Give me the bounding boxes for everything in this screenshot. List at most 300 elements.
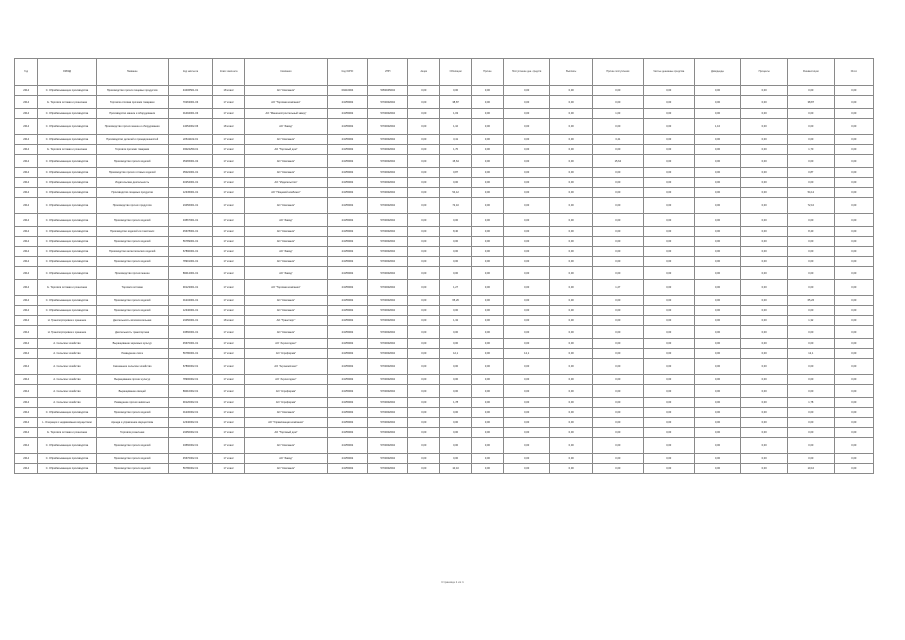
table-cell: 24155002 bbox=[327, 96, 367, 109]
table-cell: АО "Компания" bbox=[245, 296, 328, 306]
table-cell: 0,00 bbox=[694, 237, 741, 247]
table-cell: 2014 bbox=[15, 135, 38, 145]
table-cell: 0,00 bbox=[550, 214, 592, 227]
table-cell: 0,00 bbox=[787, 359, 834, 375]
table-cell: Производство металлических изделий bbox=[96, 247, 168, 257]
table-cell: 0,00 bbox=[741, 316, 788, 326]
table-cell: АО "Агрофирма" bbox=[245, 398, 328, 408]
table-cell: 33022259-01 bbox=[168, 145, 213, 155]
table-cell: 5703002094 bbox=[368, 109, 408, 119]
table-cell: 0,00 bbox=[787, 428, 834, 438]
table-cell: 0,00 bbox=[472, 408, 504, 418]
table-cell: 0,00 bbox=[503, 339, 550, 349]
table-cell: 1,70 bbox=[787, 145, 834, 155]
table-cell: Производство прочих пищевых продуктов bbox=[96, 86, 168, 96]
table-cell: 5703002094 bbox=[368, 375, 408, 385]
table-cell: 0,00 bbox=[472, 145, 504, 155]
table-cell: 2014 bbox=[15, 237, 38, 247]
table-cell: 0,00 bbox=[834, 316, 873, 326]
table-cell: 0,00 bbox=[408, 280, 440, 296]
table-cell: 17 класс bbox=[213, 408, 245, 418]
table-cell: 0,00 bbox=[741, 237, 788, 247]
table-cell: H. Транспортировка и хранение bbox=[38, 326, 96, 339]
table-row bbox=[15, 454, 874, 464]
table-cell: 0,00 bbox=[643, 418, 694, 428]
table-cell: АО "Компания" bbox=[245, 326, 328, 339]
table-cell: АО "Агрохолдинг" bbox=[245, 339, 328, 349]
table-cell: 0,00 bbox=[550, 306, 592, 316]
table-cell: Производство прочих изделий bbox=[96, 214, 168, 227]
table-cell: 35265001-02 bbox=[168, 155, 213, 168]
table-cell: 0,00 bbox=[834, 296, 873, 306]
table-cell: 0,00 bbox=[503, 385, 550, 398]
table-cell: 1,10 bbox=[440, 119, 472, 135]
table-cell: 0,00 bbox=[643, 178, 694, 188]
table-cell: 0,00 bbox=[440, 257, 472, 267]
table-cell: С. Обрабатывающие производства bbox=[38, 306, 96, 316]
table-cell: 3,41 bbox=[592, 135, 643, 145]
table-cell: G. Торговля оптовая и розничная bbox=[38, 145, 96, 155]
table-cell: 0,00 bbox=[592, 418, 643, 428]
table-row bbox=[15, 326, 874, 339]
table-cell: 0,00 bbox=[834, 359, 873, 375]
table-cell: G. Торговля оптовая и розничная bbox=[38, 280, 96, 296]
table-cell: 0,00 bbox=[643, 155, 694, 168]
table-cell: 5703002094 bbox=[368, 306, 408, 316]
table-cell: 0,00 bbox=[694, 188, 741, 198]
table-cell: 5703002094 bbox=[368, 464, 408, 474]
table-cell: 0,00 bbox=[472, 385, 504, 398]
table-row bbox=[15, 339, 874, 349]
table-cell: 2014 bbox=[15, 86, 38, 96]
table-cell: 5703002094 bbox=[368, 454, 408, 464]
table-cell: Деятельность вспомогательная bbox=[96, 316, 168, 326]
table-cell: 14054002-06 bbox=[168, 119, 213, 135]
table-cell: 17 класс bbox=[213, 198, 245, 214]
table-cell: 0,00 bbox=[592, 316, 643, 326]
table-cell: 2014 bbox=[15, 428, 38, 438]
table-cell: 0,00 bbox=[592, 398, 643, 408]
table-cell: 17 класс bbox=[213, 359, 245, 375]
table-cell: АО "Агрокомплекс" bbox=[245, 359, 328, 375]
table-cell: 24155002 bbox=[327, 145, 367, 155]
table-row bbox=[15, 135, 874, 145]
table-cell: 78901001-01 bbox=[168, 257, 213, 267]
table-cell: 2014 bbox=[15, 198, 38, 214]
table-cell: 65,26 bbox=[787, 296, 834, 306]
table-cell: 0,00 bbox=[503, 96, 550, 109]
table-cell: 01230002-01 bbox=[168, 408, 213, 418]
table-cell: 0,00 bbox=[472, 119, 504, 135]
table-cell: 0,00 bbox=[741, 135, 788, 145]
table-cell: 0,00 bbox=[834, 168, 873, 178]
table-cell: 0,00 bbox=[834, 237, 873, 247]
table-cell: 0,00 bbox=[643, 227, 694, 237]
table-cell: 5703002094 bbox=[368, 316, 408, 326]
table-cell: 0,00 bbox=[834, 464, 873, 474]
table-cell: 0,00 bbox=[834, 178, 873, 188]
table-cell: 0,00 bbox=[408, 408, 440, 418]
table-cell: 0,00 bbox=[592, 96, 643, 109]
table-cell: 0,00 bbox=[440, 178, 472, 188]
table-cell: 22641102-01 bbox=[168, 135, 213, 145]
table-cell: 0,00 bbox=[741, 227, 788, 237]
table-cell: 0,00 bbox=[787, 339, 834, 349]
table-cell: 0,00 bbox=[694, 438, 741, 454]
table-cell: 0,00 bbox=[643, 296, 694, 306]
table-cell: АО "Агрохолдинг" bbox=[245, 375, 328, 385]
table-row bbox=[15, 316, 874, 326]
table-cell: 0,00 bbox=[643, 326, 694, 339]
table-cell: 38,87 bbox=[440, 96, 472, 109]
table-cell: 0,00 bbox=[550, 326, 592, 339]
table-cell: С. Обрабатывающие производства bbox=[38, 135, 96, 145]
table-cell: 3,41 bbox=[440, 135, 472, 145]
table-cell: 0,00 bbox=[694, 86, 741, 96]
table-row bbox=[15, 296, 874, 306]
table-cell: 17 класс bbox=[213, 296, 245, 306]
table-cell: 0,00 bbox=[592, 188, 643, 198]
table-cell: 0,00 bbox=[741, 267, 788, 280]
table-cell: 0,00 bbox=[643, 237, 694, 247]
table-cell: 0,00 bbox=[472, 96, 504, 109]
table-cell: 89012001-01 bbox=[168, 267, 213, 280]
table-cell: 0,00 bbox=[472, 247, 504, 257]
table-row bbox=[15, 349, 874, 359]
table-cell: 1,27 bbox=[440, 280, 472, 296]
table-cell: Производство пищевых продуктов bbox=[96, 188, 168, 198]
table-cell: 0,00 bbox=[643, 280, 694, 296]
table-cell: 0,00 bbox=[550, 339, 592, 349]
table-cell: Деятельность транспортная bbox=[96, 326, 168, 339]
table-cell: 17 класс bbox=[213, 464, 245, 474]
table-cell: 0,00 bbox=[472, 86, 504, 96]
table-cell: 0,00 bbox=[503, 227, 550, 237]
table-cell: 5703002094 bbox=[368, 145, 408, 155]
table-cell: 0,00 bbox=[834, 398, 873, 408]
table-cell: 0,00 bbox=[787, 326, 834, 339]
table-cell: 24155002 bbox=[327, 464, 367, 474]
table-cell: 0,00 bbox=[472, 214, 504, 227]
table-cell: 0,00 bbox=[408, 86, 440, 96]
table-cell: 0,00 bbox=[408, 267, 440, 280]
table-cell: 1,03 bbox=[592, 109, 643, 119]
table-cell: 0,00 bbox=[643, 359, 694, 375]
table-cell: 0,00 bbox=[408, 306, 440, 316]
table-cell: 0,00 bbox=[834, 145, 873, 155]
table-cell: 5703002094 bbox=[368, 428, 408, 438]
column-header: Акции bbox=[408, 59, 440, 86]
table-cell: 0,00 bbox=[408, 418, 440, 428]
table-cell: Издательская деятельность bbox=[96, 178, 168, 188]
table-cell: 5703002094 bbox=[368, 296, 408, 306]
table-cell: 0,00 bbox=[741, 247, 788, 257]
table-cell: 0,00 bbox=[787, 418, 834, 428]
table-cell: 0,00 bbox=[472, 280, 504, 296]
table-cell: 0,00 bbox=[440, 214, 472, 227]
table-cell: 5703002094 bbox=[368, 385, 408, 398]
table-cell: 17 класс bbox=[213, 398, 245, 408]
table-cell: 0,00 bbox=[741, 359, 788, 375]
table-cell: 17 класс bbox=[213, 145, 245, 155]
table-cell: 0,00 bbox=[592, 408, 643, 418]
table-cell: 0,00 bbox=[408, 257, 440, 267]
table-row bbox=[15, 375, 874, 385]
table-cell: 0,00 bbox=[694, 96, 741, 109]
table-cell: 56780001-01 bbox=[168, 349, 213, 359]
table-cell: С. Обрабатывающие производства bbox=[38, 178, 96, 188]
table-cell: 0,00 bbox=[834, 119, 873, 135]
table-cell: 24155002 bbox=[327, 135, 367, 145]
table-cell: 0,00 bbox=[787, 119, 834, 135]
table-cell: С. Обрабатывающие производства bbox=[38, 109, 96, 119]
table-cell: 34567001-01 bbox=[168, 214, 213, 227]
table-cell: 0,00 bbox=[503, 257, 550, 267]
table-cell: 1,78 bbox=[787, 398, 834, 408]
table-cell: 0,00 bbox=[472, 418, 504, 428]
table-cell: 0,00 bbox=[472, 375, 504, 385]
table-cell: Производство прочих изделий bbox=[96, 438, 168, 454]
table-cell: АО "Управляющая компания" bbox=[245, 418, 328, 428]
column-header: Код эмитента bbox=[168, 59, 213, 86]
table-cell: 0,00 bbox=[472, 326, 504, 339]
table-cell: АО "Компания" bbox=[245, 408, 328, 418]
table-cell: С. Обрабатывающие производства bbox=[38, 227, 96, 237]
table-cell: 24155002 bbox=[327, 119, 367, 135]
table-cell: 0,00 bbox=[834, 306, 873, 316]
table-cell: 5703002094 bbox=[368, 214, 408, 227]
table-cell: 0,00 bbox=[472, 155, 504, 168]
table-cell: 70263001-03 bbox=[168, 96, 213, 109]
table-cell: АО "Торговая компания" bbox=[245, 96, 328, 109]
table-cell: 0,00 bbox=[550, 454, 592, 464]
table-cell: 17 класс bbox=[213, 267, 245, 280]
table-cell: 0,00 bbox=[694, 339, 741, 349]
table-cell: 24155002 bbox=[327, 339, 367, 349]
table-row bbox=[15, 398, 874, 408]
table-cell: Производство машин и оборудования bbox=[96, 109, 168, 119]
table-cell: 0,00 bbox=[550, 385, 592, 398]
table-cell: 0,00 bbox=[503, 280, 550, 296]
table-row bbox=[15, 227, 874, 237]
table-cell: 0,00 bbox=[694, 168, 741, 178]
table-cell: 43406501-01 bbox=[168, 86, 213, 96]
table-cell: АО "Издательство" bbox=[245, 178, 328, 188]
table-cell: H. Транспортировка и хранение bbox=[38, 316, 96, 326]
table-cell: С. Обрабатывающие производства bbox=[38, 188, 96, 198]
table-cell: 0,00 bbox=[408, 454, 440, 464]
table-cell: 0,00 bbox=[503, 375, 550, 385]
table-cell: 24155002 bbox=[327, 280, 367, 296]
table-cell: 65,26 bbox=[440, 296, 472, 306]
table-cell: 0,00 bbox=[472, 178, 504, 188]
table-row bbox=[15, 155, 874, 168]
table-cell: 0,00 bbox=[408, 119, 440, 135]
table-cell: 0,00 bbox=[643, 349, 694, 359]
table-cell: 0,00 bbox=[592, 339, 643, 349]
table-cell: 0,00 bbox=[472, 398, 504, 408]
table-cell: 0,00 bbox=[472, 257, 504, 267]
table-cell: 2014 bbox=[15, 398, 38, 408]
table-cell: 8,40 bbox=[440, 227, 472, 237]
table-cell: 0,00 bbox=[834, 267, 873, 280]
table-cell: С. Обрабатывающие производства bbox=[38, 464, 96, 474]
table-cell: С. Обрабатывающие производства bbox=[38, 237, 96, 247]
table-cell: Выращивание зерновых культур bbox=[96, 339, 168, 349]
table-row bbox=[15, 257, 874, 267]
table-cell: 2014 bbox=[15, 267, 38, 280]
table-cell: 2014 bbox=[15, 145, 38, 155]
table-cell: 0,00 bbox=[440, 385, 472, 398]
table-cell: 0,00 bbox=[592, 237, 643, 247]
table-cell: 0,00 bbox=[408, 96, 440, 109]
table-row bbox=[15, 267, 874, 280]
table-cell: 0,00 bbox=[503, 247, 550, 257]
table-cell: 0,00 bbox=[550, 145, 592, 155]
table-body bbox=[15, 86, 874, 474]
column-header: Класс эмитента bbox=[213, 59, 245, 86]
table-cell: 0,00 bbox=[787, 86, 834, 96]
table-row bbox=[15, 237, 874, 247]
table-cell: 24155002 bbox=[327, 316, 367, 326]
table-cell: 17 класс bbox=[213, 178, 245, 188]
table-cell: 0,00 bbox=[741, 296, 788, 306]
table-cell: 0,00 bbox=[503, 198, 550, 214]
table-cell: 0,00 bbox=[741, 188, 788, 198]
table-cell: АО "Компания" bbox=[245, 464, 328, 474]
table-cell: 0,00 bbox=[741, 339, 788, 349]
table-cell: 0,00 bbox=[592, 296, 643, 306]
table-row bbox=[15, 96, 874, 109]
table-cell: 0,00 bbox=[472, 198, 504, 214]
table-cell: 0,00 bbox=[592, 454, 643, 464]
table-cell: G. Торговля оптовая и розничная bbox=[38, 428, 96, 438]
table-cell: С. Обрабатывающие производства bbox=[38, 267, 96, 280]
table-cell: 24155002 bbox=[327, 306, 367, 316]
table-cell: 54,12 bbox=[787, 188, 834, 198]
table-cell: АО "Торговый дом" bbox=[245, 145, 328, 155]
table-cell: 0,00 bbox=[834, 214, 873, 227]
table-cell: 23456001-01 bbox=[168, 198, 213, 214]
table-cell: 0,00 bbox=[694, 145, 741, 155]
table-cell: 5703002094 bbox=[368, 227, 408, 237]
table-cell: 0,00 bbox=[694, 454, 741, 464]
table-cell: 17 класс bbox=[213, 168, 245, 178]
table-cell: 0,00 bbox=[472, 237, 504, 247]
table-cell: 0,00 bbox=[472, 316, 504, 326]
table-cell: Торговля прочими товарами bbox=[96, 145, 168, 155]
table-cell: 0,00 bbox=[550, 438, 592, 454]
table-cell: 12,1 bbox=[787, 349, 834, 359]
table-cell: 0,00 bbox=[550, 135, 592, 145]
table-cell: 0,00 bbox=[694, 155, 741, 168]
table-cell: 0,00 bbox=[550, 247, 592, 257]
table-cell: 2014 bbox=[15, 257, 38, 267]
table-cell: 0,00 bbox=[503, 214, 550, 227]
table-cell: 0,00 bbox=[550, 296, 592, 306]
table-cell: 17 класс bbox=[213, 349, 245, 359]
table-cell: 17 класс bbox=[213, 257, 245, 267]
column-header: ОКВЭД bbox=[38, 59, 96, 86]
table-cell: 0,00 bbox=[550, 119, 592, 135]
table-cell: 0,00 bbox=[787, 438, 834, 454]
table-cell: 89010002-01 bbox=[168, 385, 213, 398]
table-cell: 0,00 bbox=[834, 135, 873, 145]
column-header: Поступление ден. средств bbox=[503, 59, 550, 86]
table-cell: 0,00 bbox=[787, 135, 834, 145]
table-cell: 0,00 bbox=[643, 86, 694, 96]
table-cell: 0,00 bbox=[694, 428, 741, 438]
table-cell: Торговля оптовая прочими товарами bbox=[96, 96, 168, 109]
table-row bbox=[15, 418, 874, 428]
table-cell: 0,00 bbox=[440, 418, 472, 428]
table-cell: АО "Транспорт" bbox=[245, 316, 328, 326]
table-cell: 0,00 bbox=[592, 349, 643, 359]
table-cell: 0,00 bbox=[787, 237, 834, 247]
table-cell: 17 класс bbox=[213, 227, 245, 237]
column-header: Чистые денежные средства bbox=[643, 59, 694, 86]
table-cell: Производство прочих изделий bbox=[96, 454, 168, 464]
table-cell: С. Обрабатывающие производства bbox=[38, 257, 96, 267]
table-cell: 5703002094 bbox=[368, 168, 408, 178]
table-cell: 0,00 bbox=[741, 214, 788, 227]
table-cell: 0,00 bbox=[741, 109, 788, 119]
table-cell: 38,87 bbox=[787, 96, 834, 109]
table-row bbox=[15, 359, 874, 375]
table-cell: 0,00 bbox=[741, 398, 788, 408]
table-cell: 0,00 bbox=[503, 178, 550, 188]
table-row bbox=[15, 385, 874, 398]
table-cell: С. Обрабатывающие производства bbox=[38, 454, 96, 464]
table-cell: 17 класс bbox=[213, 109, 245, 119]
table-cell: 0,00 bbox=[503, 296, 550, 306]
table-cell: С. Обрабатывающие производства bbox=[38, 119, 96, 135]
table-cell: 67890002-01 bbox=[168, 359, 213, 375]
table-cell: 17 класс bbox=[213, 385, 245, 398]
table-cell: 2014 bbox=[15, 375, 38, 385]
table-cell: A. Сельское хозяйство bbox=[38, 349, 96, 359]
table-row bbox=[15, 86, 874, 96]
table-cell: 0,00 bbox=[741, 86, 788, 96]
table-cell: 34560002-01 bbox=[168, 438, 213, 454]
table-cell: 0,00 bbox=[694, 359, 741, 375]
table-cell: 0,00 bbox=[472, 109, 504, 119]
table-cell: A. Сельское хозяйство bbox=[38, 398, 96, 408]
table-row bbox=[15, 280, 874, 296]
table-cell: 2014 bbox=[15, 168, 38, 178]
table-cell: 0,00 bbox=[592, 267, 643, 280]
table-row bbox=[15, 428, 874, 438]
table-cell: АО "Торговый дом" bbox=[245, 428, 328, 438]
table-cell: 0,00 bbox=[503, 109, 550, 119]
table-cell: 0,00 bbox=[741, 428, 788, 438]
table-cell: 2014 bbox=[15, 109, 38, 119]
table-row bbox=[15, 198, 874, 214]
table-cell: 1,10 bbox=[694, 119, 741, 135]
table-cell: 0,00 bbox=[834, 86, 873, 96]
table-cell: 2014 bbox=[15, 339, 38, 349]
table-cell: 12,1 bbox=[440, 349, 472, 359]
table-cell: 2014 bbox=[15, 96, 38, 109]
table-cell: АО "Компания" bbox=[245, 227, 328, 237]
table-cell: 2014 bbox=[15, 385, 38, 398]
column-header: Дивиденды bbox=[694, 59, 741, 86]
column-header: Код ОКПО bbox=[327, 59, 367, 86]
table-cell: 0,00 bbox=[503, 326, 550, 339]
table-cell: 0,00 bbox=[503, 454, 550, 464]
table-cell: 0,00 bbox=[834, 96, 873, 109]
table-cell: Разведение прочих животных bbox=[96, 398, 168, 408]
